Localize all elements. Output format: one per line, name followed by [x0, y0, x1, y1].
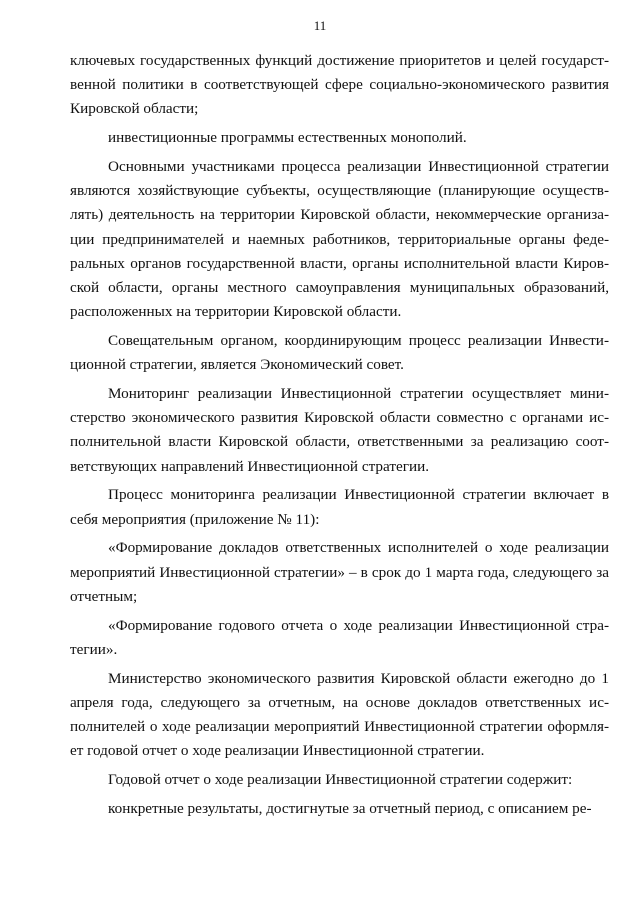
paragraph-ministry-annual: Министерство экономического развития Кировской области ежегодно до 1 апреля года, следующего за отчетным, на основе докладов ответственных исполнителей о ходе реализации мероприятий Инвестиционной стратегии оформляет годовой отчет о ходе реализации Инвестиционной стратегии.	[70, 669, 609, 760]
paragraph-annual-report-formation: «Формирование годового отчета о ходе реализации Инвестиционной стратегии».	[70, 616, 609, 658]
paragraph-monitoring-process: Процесс мониторинга реализации Инвестиционной стратегии включает в себя мероприятия (приложение № 11):	[70, 486, 609, 528]
paragraph-advisory-body: Совещательным органом, координирующим процесс реализации Инвестиционной стратегии, является Экономический совет.	[70, 332, 609, 374]
page-number: 11	[313, 18, 327, 33]
paragraph-report-contents: Годовой отчет о ходе реализации Инвестиционной стратегии содержит:	[108, 771, 573, 789]
document-body	[70, 49, 609, 826]
paragraph-reports-formation: «Формирование докладов ответственных исполнителей о ходе реализации мероприятий Инвестиционной стратегии» – в срок до 1 марта года, следующего за отчетным;	[70, 539, 609, 605]
paragraph-continuation: ключевых государственных функций достижение приоритетов и целей государственной политики в соответствующей сфере социально-экономического развития Кировской области;	[70, 52, 609, 118]
paragraph-natural-monopolies: инвестиционные программы естественных монополий.	[108, 129, 467, 147]
paragraph-participants: Основными участниками процесса реализации Инвестиционной стратегии являются хозяйствующие субъекты, осуществляющие (планирующие осуществлять) деятельность на территории Кировской области, некоммерческие организации предпринимателей и наемных работников, территориальные органы федеральных органов государственной власти, органы исполнительной власти Кировской области, органы местного самоуправления муниципальных образований, расположенных на территории Кировской области.	[70, 158, 609, 321]
paragraph-results: конкретные результаты, достигнутые за отчетный период, с описанием ре-	[108, 799, 592, 817]
paragraph-monitoring: Мониторинг реализации Инвестиционной стратегии осуществляет министерство экономического развития Кировской области совместно с органами исполнительной власти Кировской области, ответственными за реализацию соответствующих направлений Инвестиционной стратегии.	[70, 385, 609, 475]
